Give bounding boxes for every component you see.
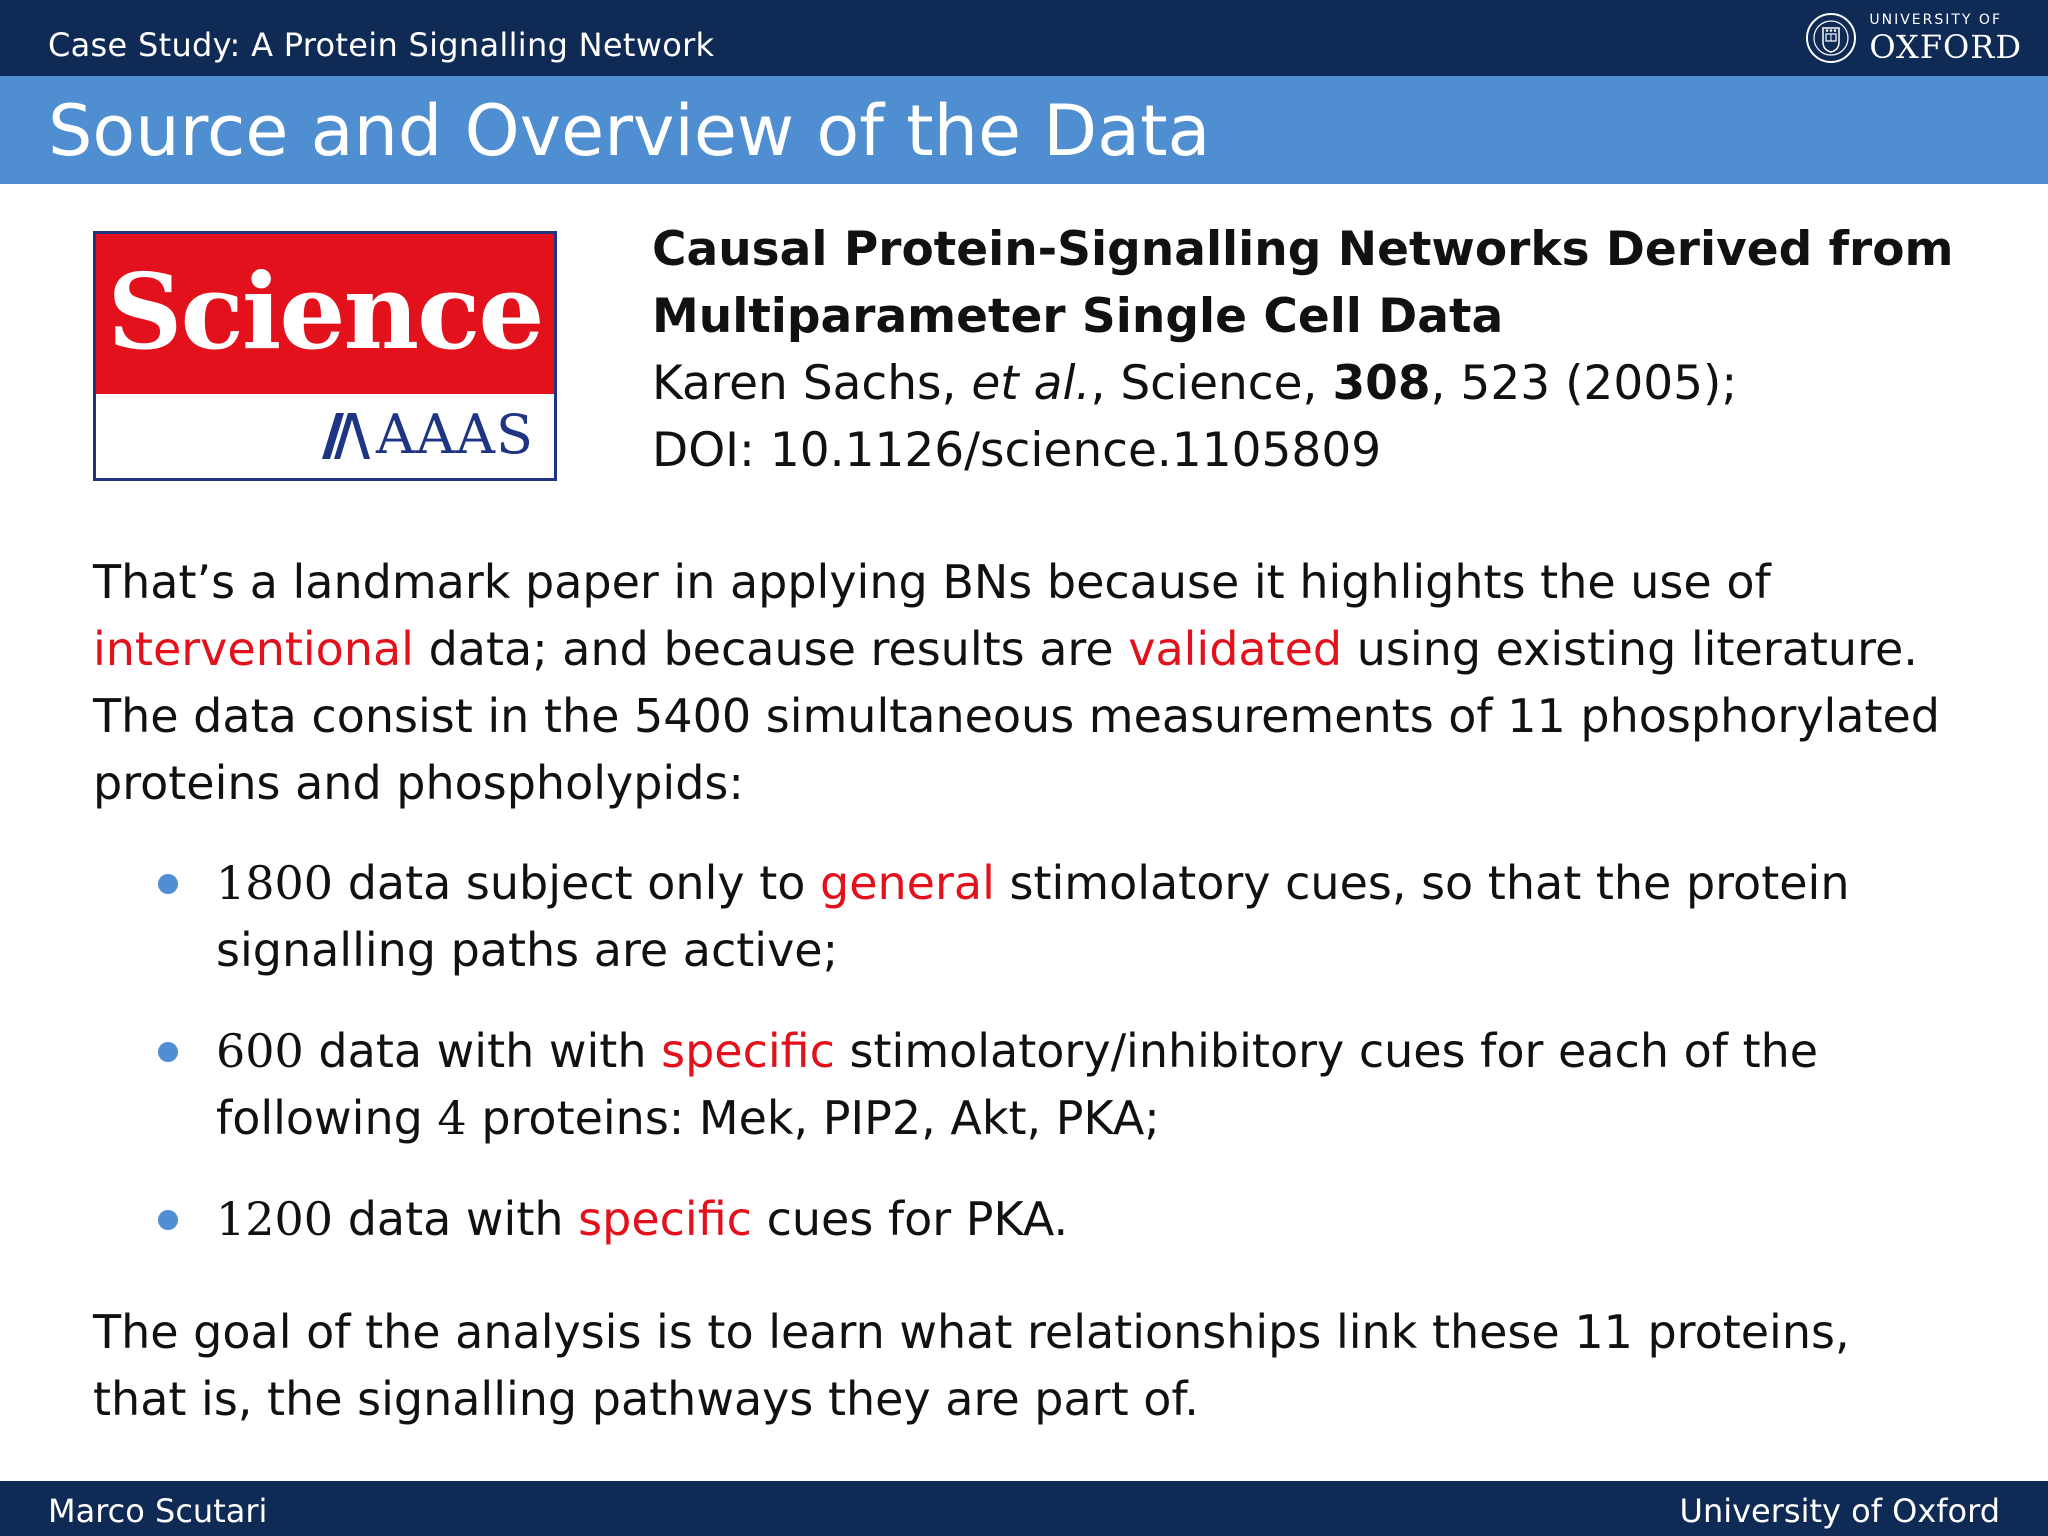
science-logo-word: Science <box>107 250 543 373</box>
citation-authors: Karen Sachs, <box>652 356 957 411</box>
intro-line-1: That’s a landmark paper in applying BNs because it highlights the use of <box>93 555 1771 609</box>
goal-paragraph <box>93 1299 1850 1433</box>
bullet-2-highlight: specific <box>661 1024 835 1078</box>
data-bullet-list <box>158 850 1849 1287</box>
bullet-1-line-2: signalling paths are active; <box>216 923 839 977</box>
citation-title-line-2: Multiparameter Single Cell Data <box>652 289 1504 344</box>
section-title: Case Study: A Protein Signalling Network <box>48 26 715 64</box>
aaas-text: AAAS <box>376 403 534 466</box>
bullet-3-number: 1200 <box>216 1192 334 1246</box>
citation-reference <box>652 350 1954 417</box>
bullet-dot-icon <box>158 1210 178 1230</box>
bullet-2-post: stimolatory/inhibitory cues for each of the <box>834 1024 1819 1078</box>
citation-journal: , Science, <box>1090 356 1318 411</box>
bullet-3-pre: data with <box>333 1192 579 1246</box>
bullet-2-line-2-pre: following <box>216 1091 438 1145</box>
bullet-2-line-1 <box>216 1018 1849 1085</box>
bullet-item-1200 <box>158 1186 1849 1253</box>
footer-author: Marco Scutari <box>48 1492 268 1530</box>
bullet-dot-icon <box>158 874 178 894</box>
citation-doi: DOI: 10.1126/science.1105809 <box>652 423 1382 478</box>
intro-line-3: The data consist in the 5400 simultaneous measurements of 11 phosphorylated <box>93 689 1941 743</box>
goal-line-2: that is, the signalling pathways they are part of. <box>93 1372 1199 1426</box>
bullet-2-line-2-number: 4 <box>437 1091 467 1145</box>
aaas-logo <box>320 403 534 466</box>
aaas-mark-icon <box>320 409 372 461</box>
highlight-interventional: interventional <box>93 622 414 676</box>
bullet-2-line-2-post: proteins: Mek, PIP2, Akt, PKA; <box>466 1091 1160 1145</box>
bullet-1-pre: data subject only to <box>333 856 821 910</box>
bullet-1-highlight: general <box>820 856 995 910</box>
intro-line-2-mid: data; and because results are <box>413 622 1129 676</box>
science-logo-red-band <box>96 234 554 394</box>
oxford-logo <box>1805 6 2022 70</box>
highlight-validated: validated <box>1128 622 1343 676</box>
citation-title-line-1: Causal Protein-Signalling Networks Derived from <box>652 222 1954 277</box>
footer-institution: University of Oxford <box>1679 1492 2000 1530</box>
citation <box>652 216 1954 484</box>
bullet-3-line-1 <box>216 1186 1849 1253</box>
bullet-1-line-1 <box>216 850 1849 917</box>
bullet-item-1800 <box>158 850 1849 984</box>
oxford-wordmark <box>1869 12 2022 66</box>
frame-title: Source and Overview of the Data <box>48 90 1211 172</box>
intro-line-4: proteins and phospholypids: <box>93 756 744 810</box>
bullet-2-line-2 <box>216 1085 1849 1152</box>
intro-line-2 <box>93 616 1940 683</box>
frame-title-bar <box>0 76 2048 184</box>
science-journal-logo <box>93 231 557 481</box>
logo-oxford: OXFORD <box>1869 28 2022 66</box>
citation-volume: 308 <box>1332 356 1431 411</box>
citation-pages-year: , 523 (2005); <box>1430 356 1738 411</box>
oxford-crest-icon <box>1805 12 1857 64</box>
footer-bar <box>0 1481 2048 1536</box>
goal-line-1: The goal of the analysis is to learn what relationships link these 11 proteins, <box>93 1305 1850 1359</box>
bullet-3-highlight: specific <box>578 1192 752 1246</box>
intro-line-2-end: using existing literature. <box>1342 622 1918 676</box>
bullet-2-pre: data with with <box>303 1024 662 1078</box>
logo-university-of: UNIVERSITY OF <box>1869 12 2002 28</box>
bullet-2-number: 600 <box>216 1024 304 1078</box>
citation-etal: et al. <box>971 356 1091 411</box>
bullet-1-post: stimolatory cues, so that the protein <box>994 856 1850 910</box>
bullet-1-number: 1800 <box>216 856 334 910</box>
header-bar <box>0 0 2048 76</box>
intro-paragraph <box>93 549 1940 817</box>
bullet-dot-icon <box>158 1042 178 1062</box>
bullet-item-600 <box>158 1018 1849 1152</box>
bullet-3-post: cues for PKA. <box>751 1192 1069 1246</box>
